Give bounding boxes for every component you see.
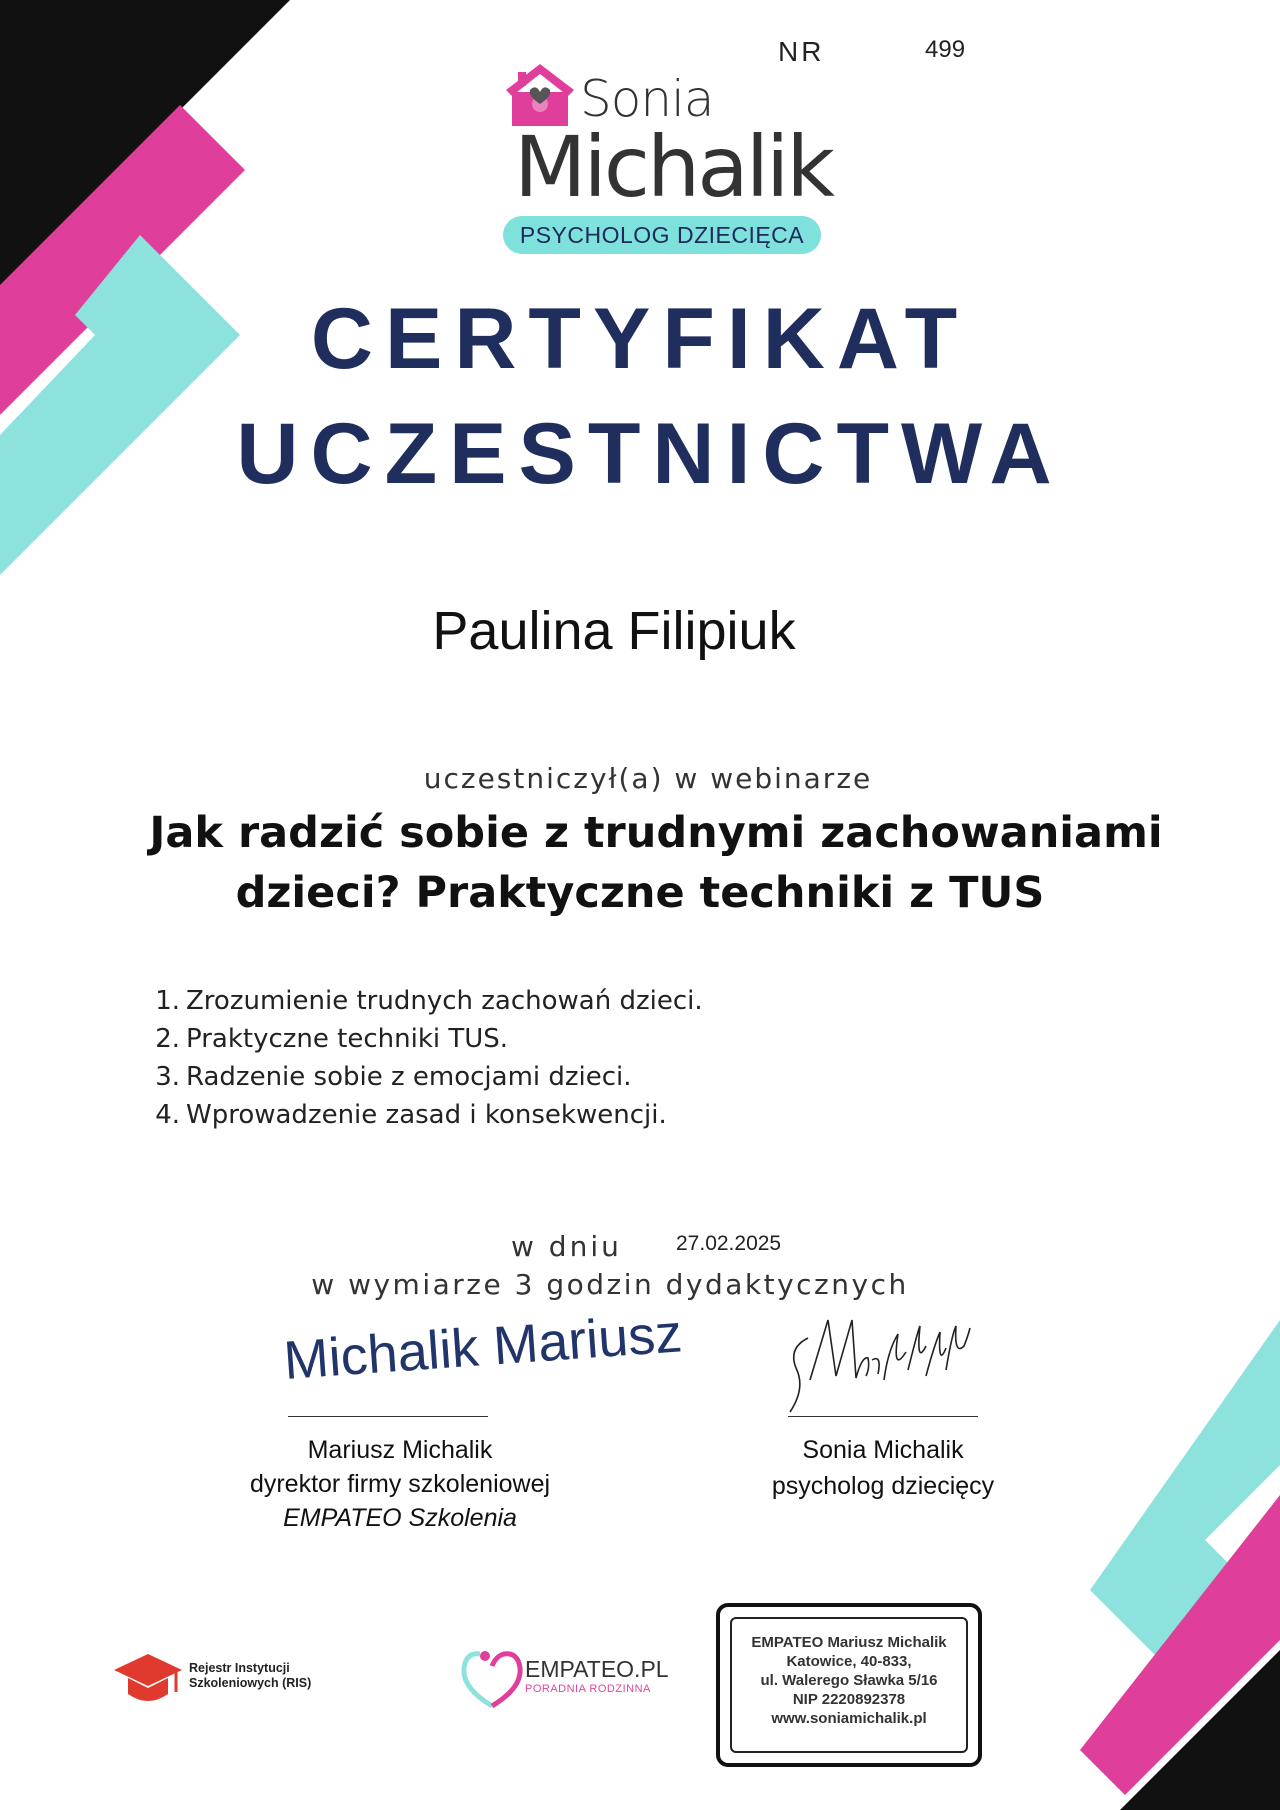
logo-badge: PSYCHOLOG DZIECIĘCA (503, 216, 821, 254)
signer-right-role: psycholog dziecięcy (771, 1472, 995, 1500)
date-label: w dniu (511, 1230, 622, 1263)
empateo-heart-icon (459, 1648, 525, 1710)
graduation-cap-icon (112, 1652, 184, 1708)
list-item: 3. Radzenie sobie z emocjami dzieci. (155, 1062, 632, 1092)
stamp-text: EMPATEO Mariusz Michalik Katowice, 40-833, ul. Walerego Sławka 5/16 NIP 2220892378 www.soniamichalik.pl (751, 1634, 947, 1727)
certificate-title-line2: UCZESTNICTWA (236, 406, 1064, 502)
signature-line-left (288, 1416, 488, 1417)
signer-left-role: dyrektor firmy szkoleniowej (249, 1470, 551, 1498)
webinar-title-line1: Jak radzić sobie z trudnymi zachowaniami (149, 808, 1163, 858)
list-item: 2. Praktyczne techniki TUS. (155, 1024, 509, 1054)
empateo-subtitle: PORADNIA RODZINNA (525, 1683, 651, 1695)
ris-label: Rejestr Instytucji Szkoleniowych (RIS) (189, 1661, 312, 1690)
signer-left-block (200, 1433, 600, 1535)
list-item: 1. Zrozumienie trudnych zachowań dzieci. (155, 986, 703, 1016)
certificate-number-label: NR (778, 36, 825, 67)
topics-list (148, 982, 703, 1134)
participant-name: Paulina Filipiuk (432, 601, 796, 661)
signer-left-name: Mariusz Michalik (307, 1436, 493, 1464)
logo-first-name: Sonia (580, 70, 714, 128)
signer-right-name: Sonia Michalik (802, 1436, 964, 1464)
webinar-title-line2: dzieci? Praktyczne techniki z TUS (235, 868, 1045, 918)
handwritten-signature-sonia (780, 1310, 990, 1420)
company-stamp (716, 1603, 982, 1767)
signature-line-right (788, 1416, 978, 1417)
hours-text: w wymiarze 3 godzin dydaktycznych (311, 1268, 909, 1301)
signer-left-company: EMPATEO Szkolenia (283, 1504, 517, 1532)
certificate-number: 499 (925, 36, 966, 63)
certificate-title-line1: CERTYFIKAT (310, 291, 970, 387)
list-item: 4. Wprowadzenie zasad i konsekwencji. (155, 1100, 667, 1130)
signature-mariusz: Michalik Mariusz (281, 1303, 685, 1392)
logo-last-name: Michalik (514, 118, 833, 216)
empateo-name: EMPATEO.PL (525, 1656, 669, 1682)
participated-text: uczestniczył(a) w webinarze (423, 762, 873, 795)
signer-right-block (683, 1432, 1083, 1504)
date-value: 27.02.2025 (676, 1232, 782, 1255)
